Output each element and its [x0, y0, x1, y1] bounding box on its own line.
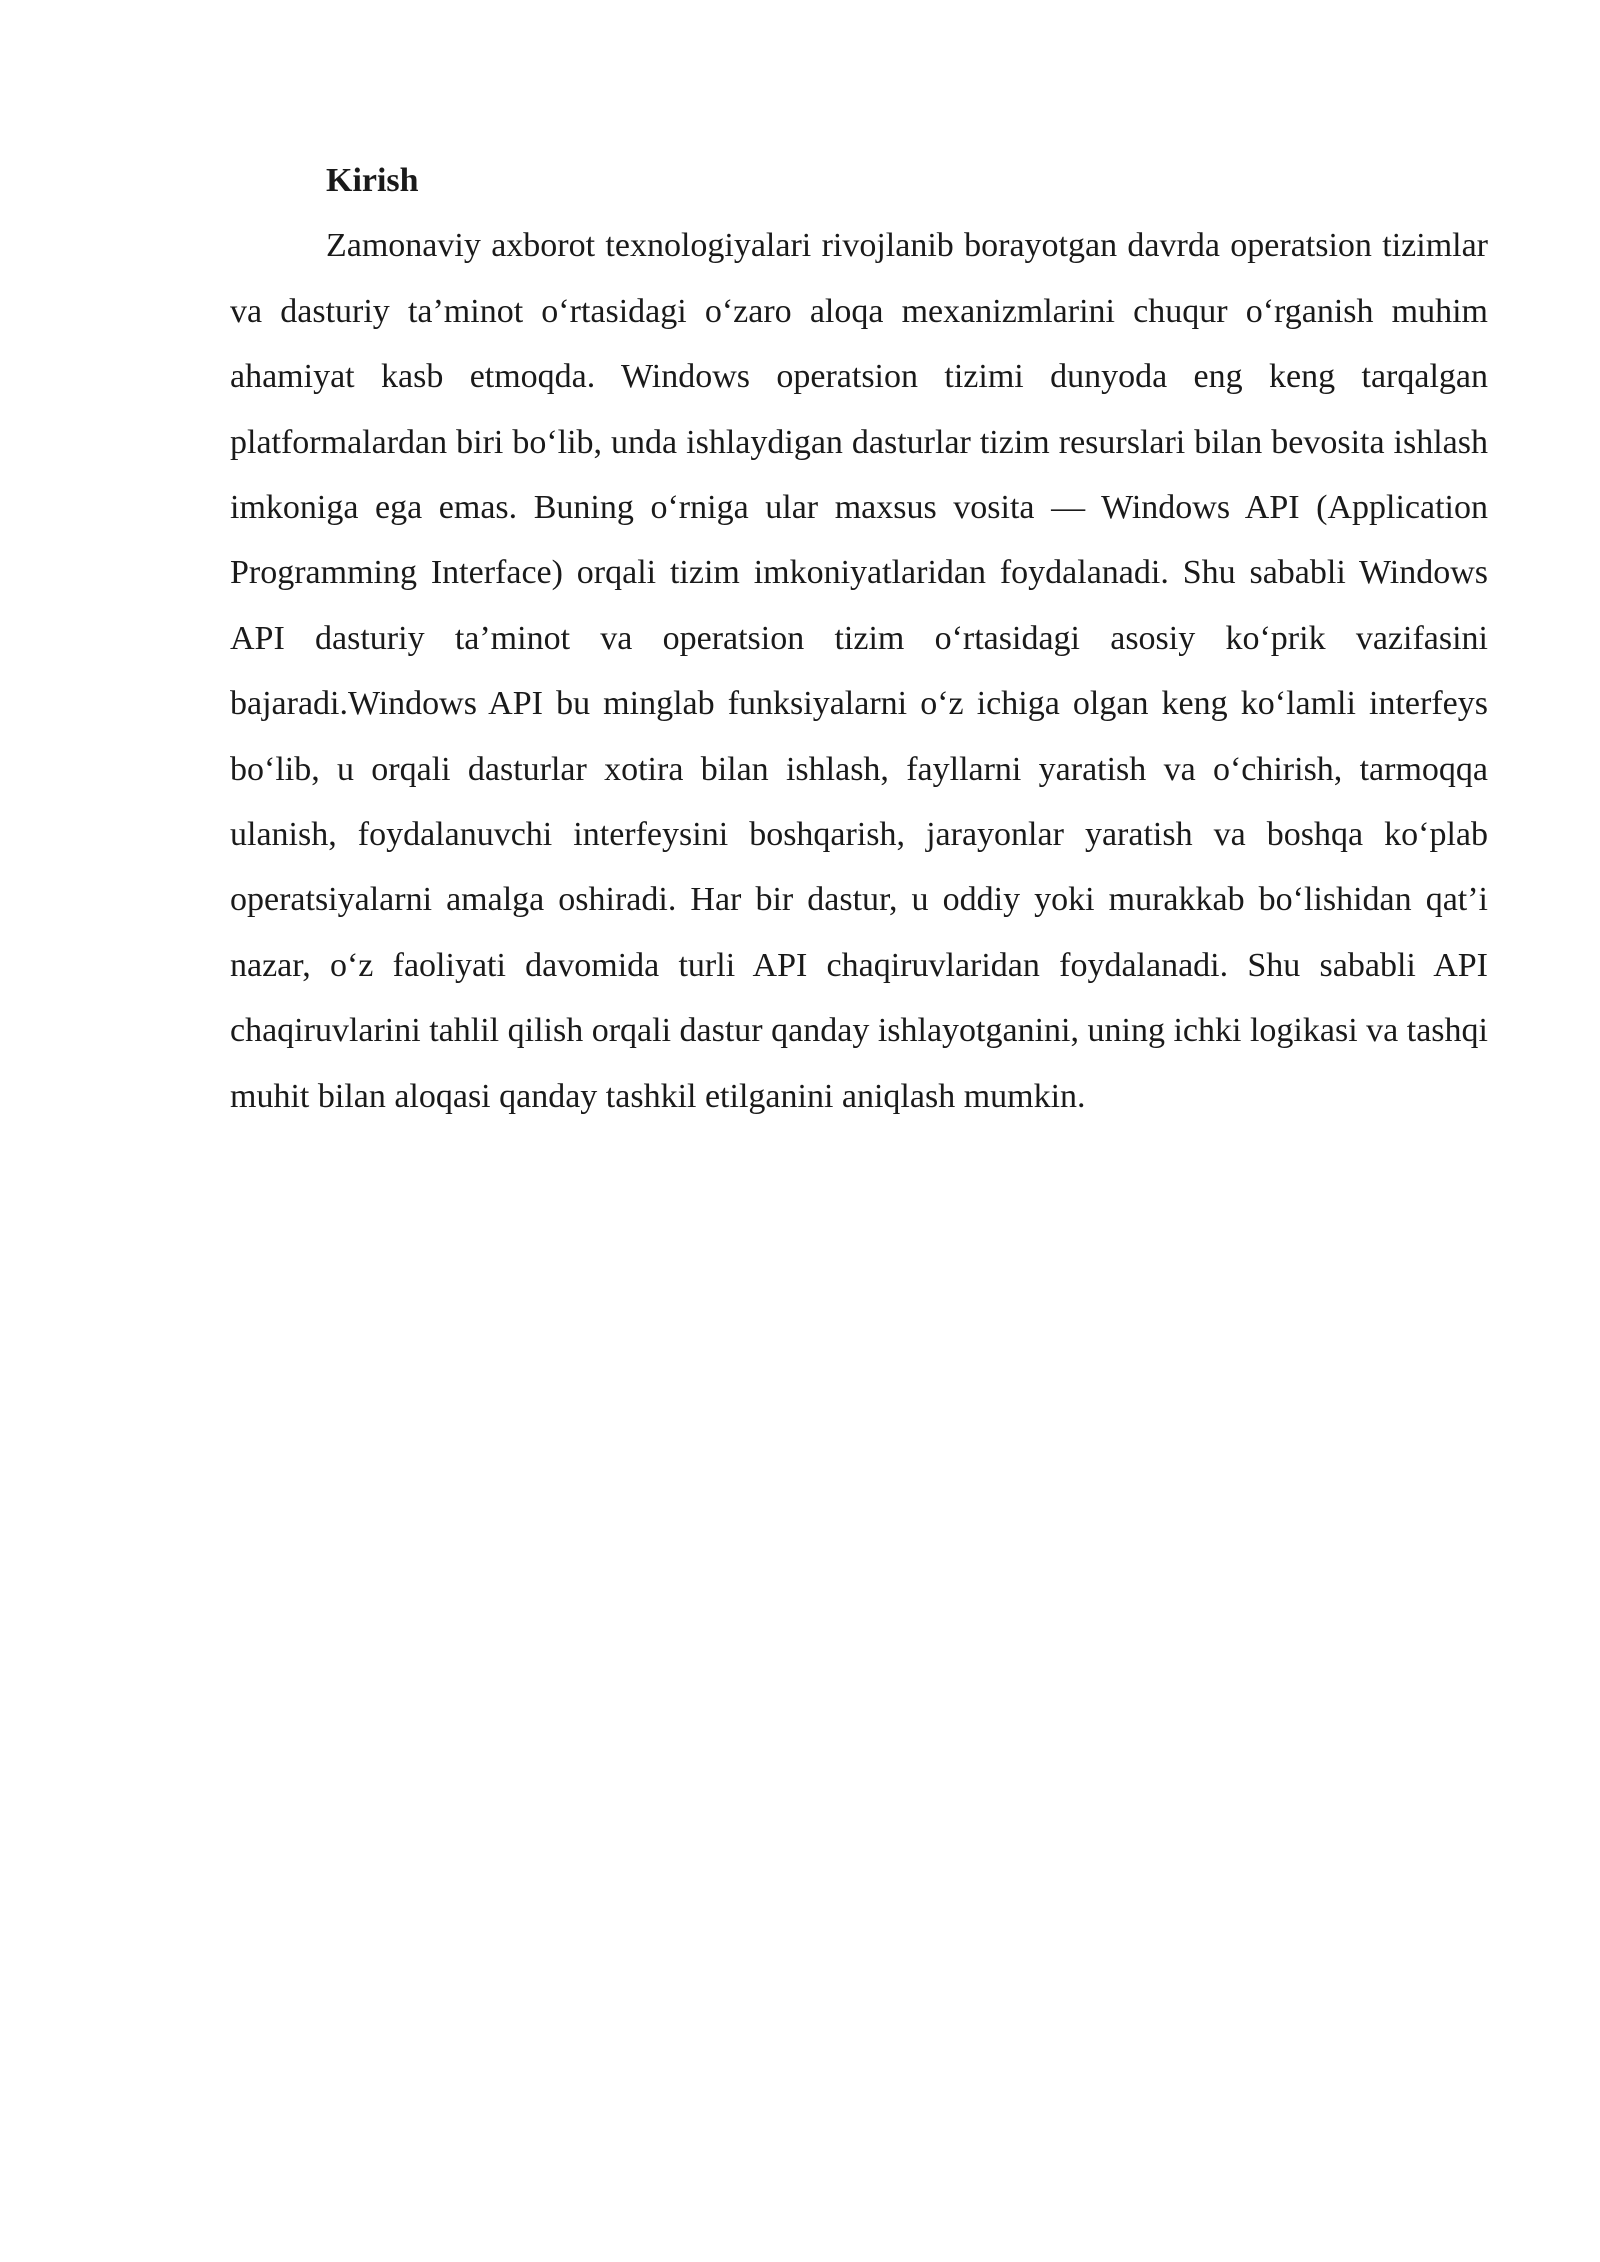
- document-body: [230, 148, 1488, 1129]
- body-paragraph: Zamonaviy axborot texnologiyalari rivojlanib borayotgan davrda operatsion tizimlar va dasturiy ta’minot o‘rtasidagi o‘zaro aloqa mexanizmlarini chuqur o‘rganish muhim ahamiyat kasb etmoqda. Windows operatsion tizimi dunyoda eng keng tarqalgan platformalardan biri bo‘lib, unda ishlaydigan dasturlar tizim resurslari bilan bevosita ishlash imkoniga ega emas. Buning o‘rniga ular maxsus vosita — Windows API (Application Programming Interface) orqali tizim imkoniyatlaridan foydalanadi. Shu sababli Windows API dasturiy ta’minot va operatsion tizim o‘rtasidagi asosiy ko‘prik vazifasini bajaradi.Windows API bu minglab funksiyalarni o‘z ichiga olgan keng ko‘lamli interfeys bo‘lib, u orqali dasturlar xotira bilan ishlash, fayllarni yaratish va o‘chirish, tarmoqqa ulanish, foydalanuvchi interfeysini boshqarish, jarayonlar yaratish va boshqa ko‘plab operatsiyalarni amalga oshiradi. Har bir dastur, u oddiy yoki murakkab bo‘lishidan qat’i nazar, o‘z faoliyati davomida turli API chaqiruvlaridan foydalanadi. Shu sababli API chaqiruvlarini tahlil qilish orqali dastur qanday ishlayotganini, uning ichki logikasi va tashqi muhit bilan aloqasi qanday tashkil etilganini aniqlash mumkin.: [230, 227, 1488, 1115]
- section-heading: Kirish: [326, 162, 419, 199]
